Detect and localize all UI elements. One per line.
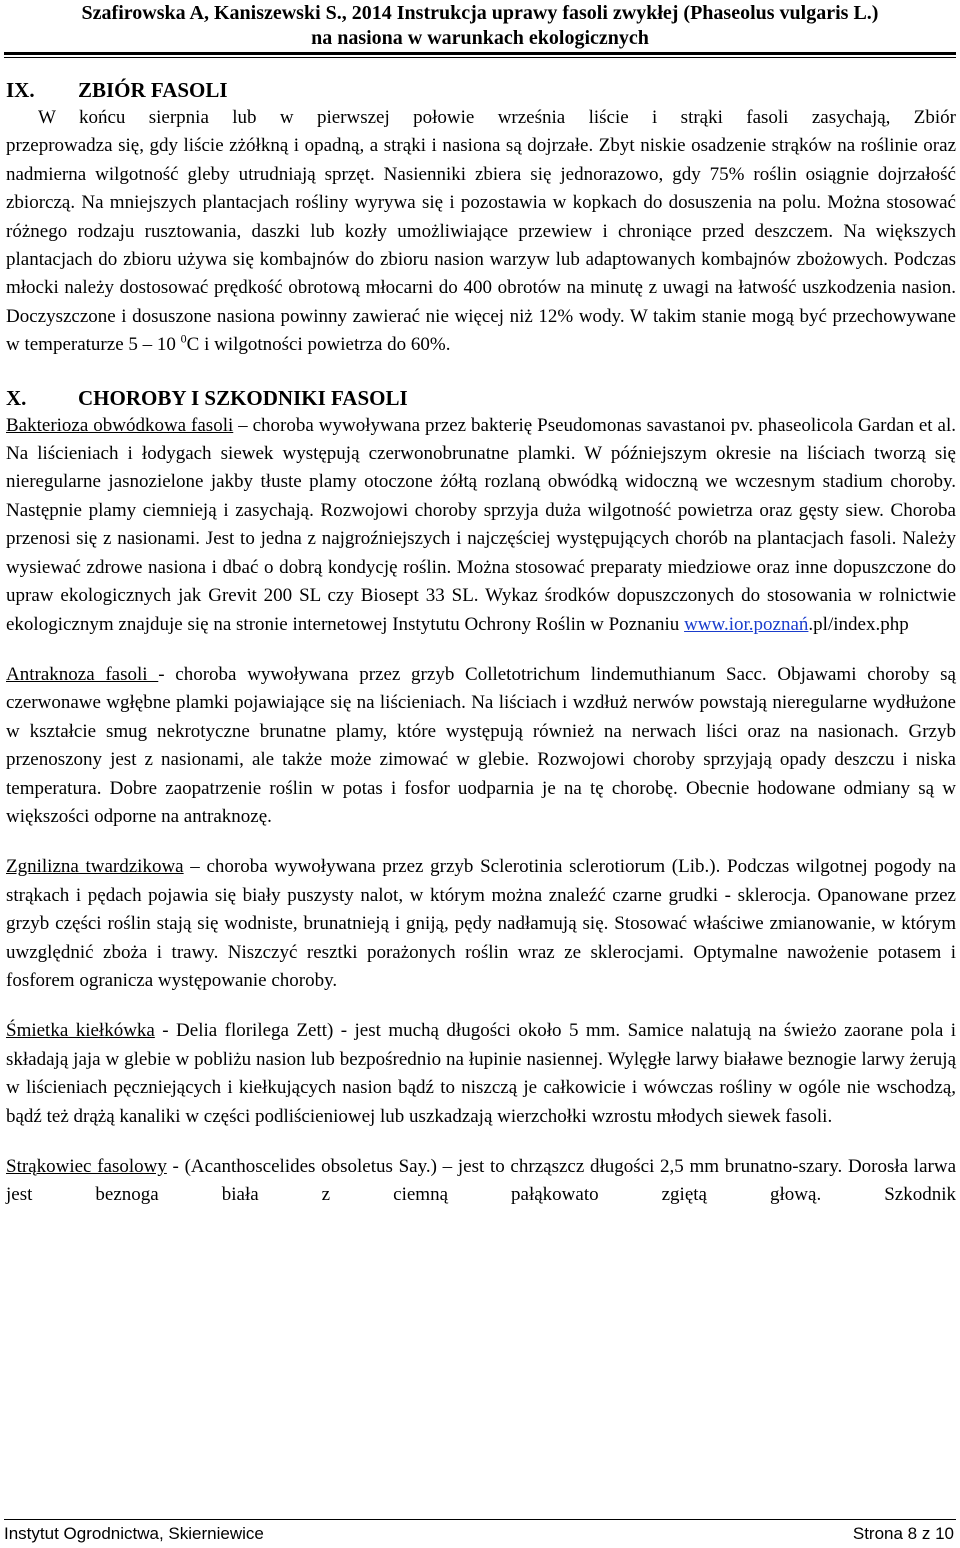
section-heading-x — [6, 384, 956, 412]
paragraph-zgnilizna: Zgnilizna twardzikowa – choroba wywoływana przez grzyb Sclerotinia sclerotiorum (Lib.). Podczas wilgotnej pogody na strąkach i pędach pojawia się biały puszysty nalot, w którym można znaleźć czarne grudki - sklerocja. Opanowane przez grzyb części roślin stają się wodniste, brunatnieją i gniją, pędy nadłamują się. Stosować właściwe zmianowanie, w którym uwzględnić zboża i trawy. Niszczyć resztki porażonych roślin wraz ze sklerocjami. Optymalne nawożenie potasem i fosforem ogranicza występowanie choroby. — [6, 856, 957, 991]
term-smietka: Śmietka kiełkówka — [6, 1020, 155, 1042]
paragraph-smietka: Śmietka kiełkówka - Delia florilega Zett) - jest muchą długości około 5 mm. Samice nalatują na świeżo zaorane pola i składają jaja w glebie w pobliżu nasion lub bezpośrednio na łupinie nasiennej. Wylęgłe larwy białawe beznogie larwy żerują w liścieniach pęczniejących i kiełkujących nasion bądź to niszczą je całkowicie i wówczas rośliny w ogóle nie wschodzą, bądź też drążą kanaliki w części podliścieniowej lub uszkadzają wierzchołki wzrostu młodych siewek fasoli. — [6, 1020, 957, 1127]
section-title: ZBIÓR FASOLI — [78, 78, 228, 102]
running-header — [0, 0, 960, 52]
header-rule — [4, 52, 956, 58]
paragraph-bakterioza: Bakterioza obwódkowa fasoli – choroba wywoływana przez bakterię Pseudomonas savastanoi pv. phaseolicola Gardan et al. Na liścieniach i łodygach siewek występują czerwonobrunatne plamki. W późniejszym okresie na liściach tworzą się nieregularne jasnozielone jakby tłuste plamy otoczone żółtą rozlaną obwódką widoczną we wczesnym stadium choroby. Następnie plamy ciemnieją i zasychają. Rozwojowi choroby sprzyja duża wilgotność powietrza oraz gęsty siew. Choroba przenosi się z nasionami. Jest to jedna z najgroźniejszych i najczęściej występujących chorób na plantacjach fasoli. Należy wysiewać zdrowe nasiona i dbać o dobrą kondycję roślin. Można stosować preparaty miedziowe oraz inne dopuszczone do upraw ekologicznych jak Grevit 200 SL czy Biosept 33 SL. Wykaz środków dopuszczonych do stosowania w rolnictwie ekologicznym znajduje się na stronie internetowej Instytutu Ochrony Roślin w Poznaniu www.ior.poznań.pl/index.php — [6, 414, 956, 635]
temperature-degree: 0 — [180, 331, 187, 346]
section-title: CHOROBY I SZKODNIKI FASOLI — [78, 385, 408, 410]
section-heading-ix — [6, 76, 956, 104]
paragraph-antraknoza: Antraknoza fasoli - choroba wywoływana przez grzyb Colletotrichum lindemuthianum Sacc. Objawami choroby są czerwonawe wgłębne plamki pojawiające się na liścieniach. Na liściach i wzdłuż nerwów powstają nieregularne wydłużone w kształcie smug nekrotyczne brunatne plamy, które występują również na nerwach liści oraz na nasionach. Grzyb przenoszony jest z nasionami, ale także może zimować w glebie. Rozwojowi choroby sprzyjają opady deszczu i niska temperatura. Dobre zaopatrzenie roślin w potas i fosfor uodparnia je na tę chorobę. Obecnie hodowane odmiany są w większości odporne na antraknozę. — [6, 663, 956, 827]
section-number: IX. — [6, 78, 35, 102]
section-number: X. — [6, 385, 27, 410]
page-number: Strona 8 z 10 — [852, 1524, 954, 1543]
footer-institute: Instytut Ogrodnictwa, Skierniewice — [4, 1524, 264, 1543]
header-citation: Szafirowska A, Kaniszewski S., 2014 Instrukcja uprawy fasoli zwykłej (Phaseolus vulgaris L.) — [81, 2, 879, 24]
footer-rule — [4, 1519, 956, 1520]
paragraph-harvest: przeprowadza się, gdy liście zżółkną i opadną, a strąki i nasiona są dojrzałe. Zbyt niskie osadzenie strąków na roślinie oraz nadmierna wilgotność gleby utrudniają sprzęt. Nasienniki zbiera się jednorazowo, gdy 75% roślin osiągnie dojrzałość zbiorczą. Na mniejszych plantacjach rośliny wyrywa się i pozostawia w kopkach do dosuszenia na polu. Można stosować różnego rodzaju rusztowania, daszki lub kozły umożliwiające przewiew i chroniące przed deszczem. Na większych plantacjach do zbioru używa się kombajnów do zbioru nasion warzyw lub adaptowanych kombajnów zbożowych. Podczas młocki należy dostosować prędkość obrotową młocarni do 400 obrotów na minutę z uwagi na łatwość uszkodzenia nasion. Doczyszczone i dosuszone nasiona powinny zawierać nie więcej niż 12% wody. W takim stanie mogą być przechowywane w temperaturze 5 – 10 $^0$C i wilgotności powietrza do 60%. — [6, 135, 956, 356]
term-zgnilizna: Zgnilizna twardzikowa — [6, 856, 184, 878]
paragraph-strakowiec: Strąkowiec fasolowy - (Acanthoscelides obsoletus Say.) – jest to chrząszcz długości 2,5 mm brunatno-szary. Dorosła larwa jest beznoga biała z ciemną pałąkowato zgiętą głową. Szkodnik — [6, 1156, 956, 1206]
paragraph-harvest-intro: W końcu sierpnia lub w pierwszej połowie września liście i strąki fasoli zasychają, Zbiór — [38, 107, 956, 128]
term-antraknoza: Antraknoza fasoli — [6, 663, 159, 685]
term-strakowiec: Strąkowiec fasolowy — [6, 1156, 167, 1177]
ior-link[interactable]: www.ior.poznań — [684, 613, 809, 635]
term-bakterioza: Bakterioza obwódkowa fasoli — [6, 414, 234, 436]
header-subtitle: na nasiona w warunkach ekologicznych — [311, 27, 649, 49]
page-body — [6, 76, 956, 1210]
